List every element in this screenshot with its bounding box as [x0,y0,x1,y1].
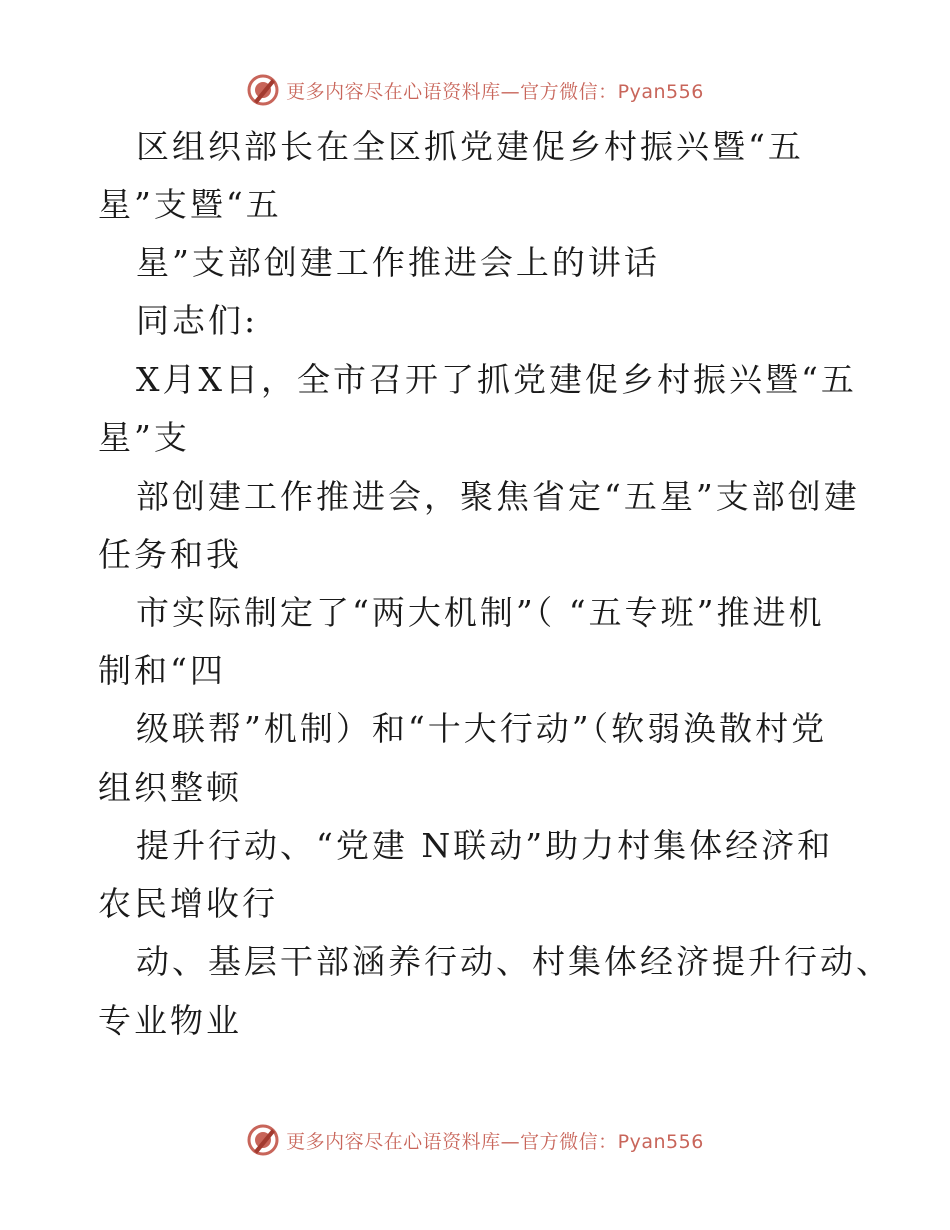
text-line: 专业物业 [98,1001,242,1040]
text-line: 市实际制定了“两大机制”（ “五专班”推进机 [136,593,825,632]
pen-logo-icon [246,73,280,107]
text-line: 制和“四 [98,651,226,690]
watermark-text: 更多内容尽在心语资料库—官方微信：Pyan556 [286,1130,704,1153]
text-line: 任务和我 [98,535,242,574]
text-line: 农民增收行 [98,884,278,923]
text-line: 提升行动、“党建 N联动”助力村集体经济和 [136,826,834,865]
watermark-text: 更多内容尽在心语资料库—官方微信：Pyan556 [286,80,704,103]
text-line: 星”支 [98,418,190,457]
text-line: 同志们: [136,301,259,340]
header-watermark [0,70,950,110]
footer-watermark [0,1120,950,1160]
text-line: X月X日，全市召开了抓党建促乡村振兴暨“五 [136,360,857,399]
pen-logo-icon [246,1123,280,1157]
text-line: 级联帮”机制）和“十大行动”（软弱涣散村党 [136,709,828,748]
text-line: 动、基层干部涵养行动、村集体经济提升行动、 [136,942,892,981]
text-line: 组织整顿 [98,768,242,807]
text-line: 星”支暨“五 [98,185,282,224]
text-line: 部创建工作推进会，聚焦省定“五星”支部创建 [136,477,860,516]
text-line: 星”支部创建工作推进会上的讲话 [136,243,660,282]
text-line: 区组织部长在全区抓党建促乡村振兴暨“五 [136,127,804,166]
